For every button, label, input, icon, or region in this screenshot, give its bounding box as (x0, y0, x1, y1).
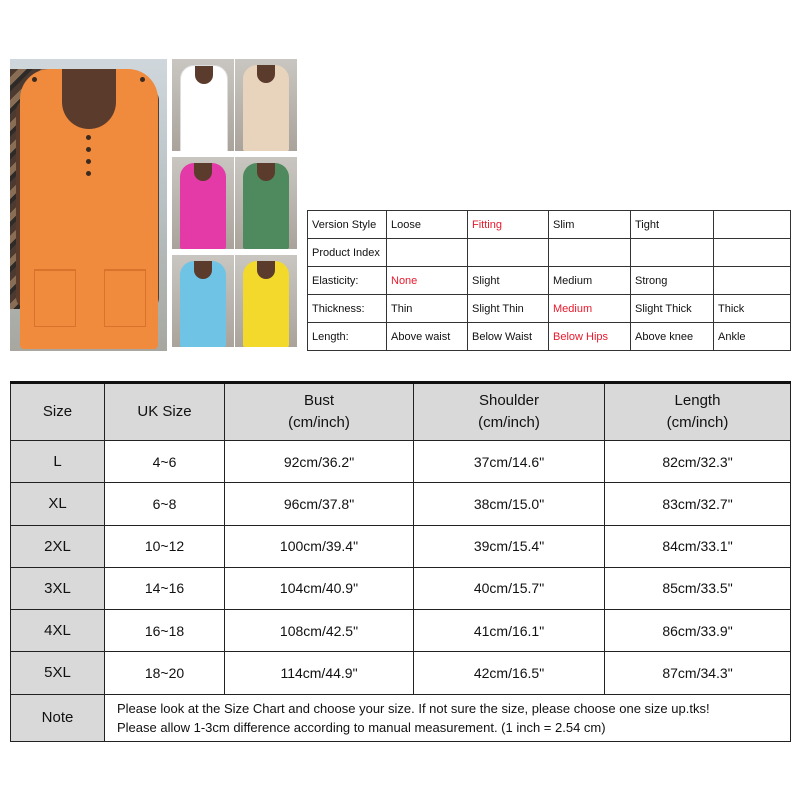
size-cell: 4XL (11, 610, 105, 652)
attribute-label: Length: (308, 323, 387, 351)
length-cell: 84cm/33.1" (605, 525, 791, 567)
size-row (11, 525, 791, 567)
attribute-value (714, 211, 791, 239)
attribute-value: Thick (714, 295, 791, 323)
bust-cell: 96cm/37.8" (225, 483, 414, 525)
size-chart-table (10, 381, 791, 742)
attribute-value-selected: Fitting (468, 211, 549, 239)
uk-size-cell: 14~16 (105, 567, 225, 609)
bust-cell: 92cm/36.2" (225, 441, 414, 483)
uk-size-cell: 4~6 (105, 441, 225, 483)
attribute-value (714, 239, 791, 267)
length-cell: 85cm/33.5" (605, 567, 791, 609)
shoulder-cell: 37cm/14.6" (414, 441, 605, 483)
orange-dress (20, 69, 158, 349)
attribute-value (631, 239, 714, 267)
thumbnail-blue-dress (172, 255, 234, 347)
attribute-value (387, 239, 468, 267)
length-cell: 86cm/33.9" (605, 610, 791, 652)
attribute-value-selected: Below Hips (549, 323, 631, 351)
size-cell: L (11, 441, 105, 483)
bust-cell: 108cm/42.5" (225, 610, 414, 652)
attribute-row (308, 211, 791, 239)
bust-cell: 104cm/40.9" (225, 567, 414, 609)
shoulder-cell: 41cm/16.1" (414, 610, 605, 652)
attribute-value: Slim (549, 211, 631, 239)
size-cell: 2XL (11, 525, 105, 567)
product-attributes-table (307, 210, 791, 351)
attribute-value: Strong (631, 267, 714, 295)
attribute-value-selected: None (387, 267, 468, 295)
size-cell: XL (11, 483, 105, 525)
uk-size-cell: 18~20 (105, 652, 225, 694)
header-uk-size: UK Size (105, 383, 225, 441)
size-row (11, 567, 791, 609)
attribute-row (308, 239, 791, 267)
size-cell: 3XL (11, 567, 105, 609)
attribute-value (549, 239, 631, 267)
note-row (11, 694, 791, 741)
length-cell: 87cm/34.3" (605, 652, 791, 694)
shoulder-cell: 39cm/15.4" (414, 525, 605, 567)
uk-size-cell: 16~18 (105, 610, 225, 652)
size-cell: 5XL (11, 652, 105, 694)
dress-pocket (34, 269, 76, 327)
attribute-label: Product Index (308, 239, 387, 267)
thumbnail-white-dress (172, 59, 234, 151)
header-length: Length (cm/inch) (605, 383, 791, 441)
attribute-value: Slight Thick (631, 295, 714, 323)
note-line: Please look at the Size Chart and choose your size. If not sure the size, please choose one size up.tks! (117, 700, 710, 716)
attribute-value: Below Waist (468, 323, 549, 351)
note-label: Note (11, 694, 105, 741)
main-product-photo (10, 59, 167, 351)
attribute-value: Tight (631, 211, 714, 239)
thumbnail-beige-dress (235, 59, 297, 151)
thumbnail-green-dress (235, 157, 297, 249)
attribute-row (308, 267, 791, 295)
attribute-label: Thickness: (308, 295, 387, 323)
attribute-value (468, 239, 549, 267)
header-shoulder: Shoulder (cm/inch) (414, 383, 605, 441)
uk-size-cell: 6~8 (105, 483, 225, 525)
attribute-value: Slight (468, 267, 549, 295)
attribute-label: Version Style (308, 211, 387, 239)
header-size: Size (11, 383, 105, 441)
size-row (11, 441, 791, 483)
shoulder-cell: 38cm/15.0" (414, 483, 605, 525)
size-row (11, 610, 791, 652)
bust-cell: 114cm/44.9" (225, 652, 414, 694)
length-cell: 83cm/32.7" (605, 483, 791, 525)
length-cell: 82cm/32.3" (605, 441, 791, 483)
shoulder-cell: 42cm/16.5" (414, 652, 605, 694)
size-row (11, 652, 791, 694)
product-photo-collage (10, 59, 297, 351)
attribute-value: Medium (549, 267, 631, 295)
attribute-value: Thin (387, 295, 468, 323)
bust-cell: 100cm/39.4" (225, 525, 414, 567)
attribute-label: Elasticity: (308, 267, 387, 295)
uk-size-cell: 10~12 (105, 525, 225, 567)
thumbnail-pink-dress (172, 157, 234, 249)
header-bust: Bust (cm/inch) (225, 383, 414, 441)
attribute-row (308, 295, 791, 323)
note-text (105, 694, 791, 741)
dress-pocket (104, 269, 146, 327)
attribute-value: Slight Thin (468, 295, 549, 323)
attribute-value: Loose (387, 211, 468, 239)
attribute-value: Above waist (387, 323, 468, 351)
thumbnail-yellow-dress (235, 255, 297, 347)
attribute-row (308, 323, 791, 351)
attribute-value (714, 267, 791, 295)
attribute-value: Above knee (631, 323, 714, 351)
size-row (11, 483, 791, 525)
shoulder-cell: 40cm/15.7" (414, 567, 605, 609)
note-line: Please allow 1-3cm difference according to manual measurement. (1 inch = 2.54 cm) (117, 719, 606, 735)
attribute-value: Ankle (714, 323, 791, 351)
attribute-value-selected: Medium (549, 295, 631, 323)
size-chart-header-row (11, 383, 791, 441)
